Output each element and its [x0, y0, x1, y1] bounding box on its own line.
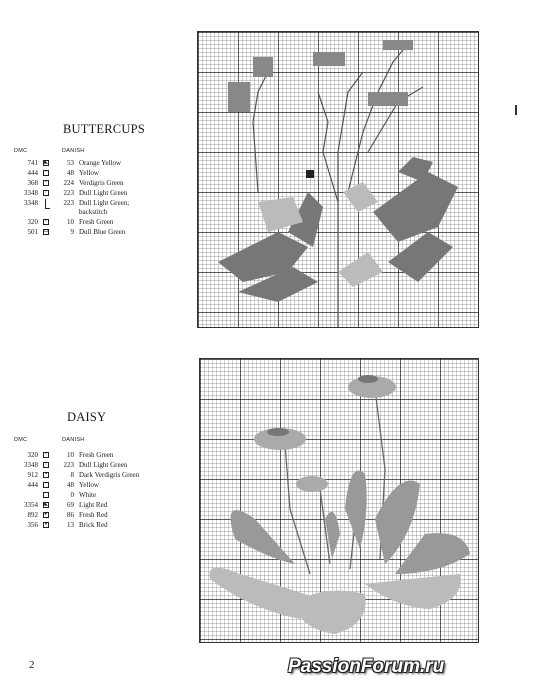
daisy-cross-stitch-chart — [199, 358, 479, 643]
stitch-symbol-icon: ▪ — [43, 472, 49, 478]
daisy-key: DAISY DMC DANISH 320 × 10 Fresh Green 3348 / 223 Dull Light Green 912 ▪ 8 Dark Verdigris Green 444 · 48 Yellow 0 White 3354 ◣ 69 Light Red 892 ▸ 86 Fresh Red 356 ▾ 13 Brick Red — [14, 410, 140, 529]
buttercups-danish-header: DANISH — [62, 148, 85, 154]
backstitch-symbol-icon — [45, 199, 50, 209]
buttercups-chart-art — [198, 32, 480, 329]
stitch-symbol-icon: / — [43, 462, 49, 468]
stitch-symbol-icon: ◣ — [44, 502, 48, 507]
buttercups-key: BUTTERCUPS DMC DANISH 741 ◣ 53 Orange Yellow 444 ▫ 48 Yellow 368 + 224 Verdigris Green 3348 / 223 Dull Light Green 3348 223 Dull Light Green; backstitch 320 × 10 Fresh Green 501 ◘ 9 Dull Blue Green — [14, 122, 145, 236]
stitch-symbol-icon: / — [43, 190, 49, 196]
page-number: 2 — [29, 659, 35, 671]
stitch-symbol-icon: ▾ — [44, 522, 48, 527]
daisy-dmc-header: DMC — [14, 437, 28, 443]
stitch-symbol-icon: ▫ — [43, 170, 49, 176]
daisy-danish-header: DANISH — [62, 437, 85, 443]
daisy-chart-art — [200, 359, 480, 644]
buttercups-dmc-header: DMC — [14, 148, 28, 154]
buttercups-cross-stitch-chart — [197, 31, 479, 328]
stitch-symbol-icon: + — [44, 180, 48, 185]
daisy-title: DAISY — [67, 410, 107, 424]
buttercups-title: BUTTERCUPS — [63, 122, 145, 136]
stitch-symbol-icon: × — [44, 452, 48, 457]
watermark: PassionForum.ru — [288, 656, 445, 677]
stitch-symbol-icon: ▸ — [44, 512, 48, 517]
stitch-symbol-icon — [43, 492, 49, 498]
stitch-symbol-icon: ◘ — [44, 229, 48, 234]
stitch-symbol-icon: ◣ — [44, 160, 48, 165]
stitch-symbol-icon: × — [44, 219, 48, 224]
stitch-symbol-icon: · — [43, 482, 49, 488]
crop-mark — [515, 105, 517, 115]
